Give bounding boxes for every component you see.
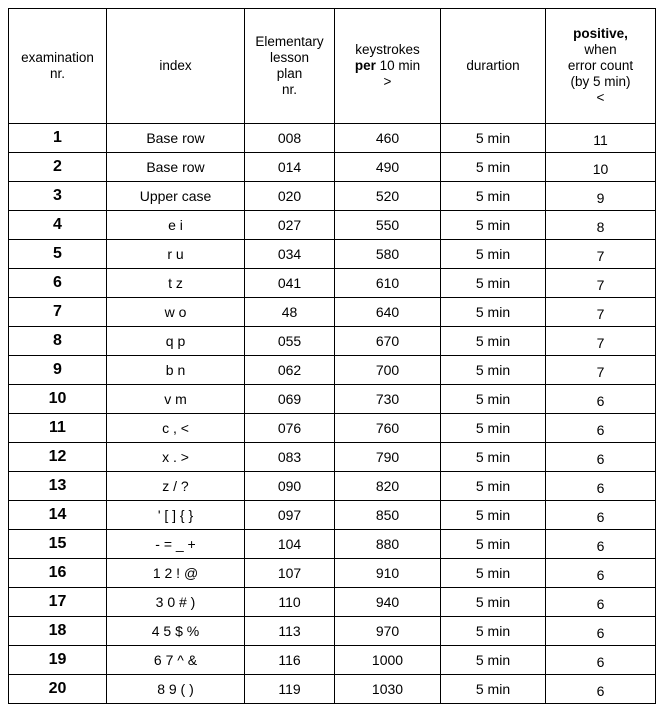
header-duration xyxy=(441,9,546,124)
header-plan-line: plan xyxy=(276,66,303,81)
header-plan-line: lesson xyxy=(269,50,310,65)
table-row xyxy=(9,646,656,675)
lesson-plan-cell: 104 xyxy=(245,530,335,559)
header-duration-line: durartion xyxy=(466,58,520,73)
keystrokes-cell: 1030 xyxy=(335,675,441,704)
table-row xyxy=(9,211,656,240)
exam-nr-cell: 4 xyxy=(9,211,107,240)
header-error-count xyxy=(546,9,656,124)
lesson-plan-cell: 041 xyxy=(245,269,335,298)
error-count-cell: 8 xyxy=(546,211,656,240)
error-count-cell: 10 xyxy=(546,153,656,182)
index-cell: Base row xyxy=(107,124,245,153)
table-row xyxy=(9,182,656,211)
header-plan-line: Elementary xyxy=(255,34,324,49)
table-row xyxy=(9,414,656,443)
table-body xyxy=(9,124,656,704)
error-count-cell: 6 xyxy=(546,472,656,501)
exam-nr-cell: 11 xyxy=(9,414,107,443)
keystrokes-cell: 490 xyxy=(335,153,441,182)
error-count-cell: 6 xyxy=(546,617,656,646)
table-row xyxy=(9,530,656,559)
duration-cell: 5 min xyxy=(441,559,546,588)
duration-cell: 5 min xyxy=(441,385,546,414)
header-err-positive: positive, xyxy=(573,26,628,41)
duration-cell: 5 min xyxy=(441,588,546,617)
lesson-plan-cell: 014 xyxy=(245,153,335,182)
index-cell: t z xyxy=(107,269,245,298)
duration-cell: 5 min xyxy=(441,182,546,211)
duration-cell: 5 min xyxy=(441,443,546,472)
duration-cell: 5 min xyxy=(441,240,546,269)
index-cell: - = _ + xyxy=(107,530,245,559)
error-count-cell: 9 xyxy=(546,182,656,211)
keystrokes-cell: 880 xyxy=(335,530,441,559)
header-err-line: error count xyxy=(567,58,634,73)
exam-nr-cell: 6 xyxy=(9,269,107,298)
index-cell: Upper case xyxy=(107,182,245,211)
exam-nr-cell: 17 xyxy=(9,588,107,617)
keystrokes-cell: 520 xyxy=(335,182,441,211)
lesson-plan-cell: 008 xyxy=(245,124,335,153)
error-count-cell: 7 xyxy=(546,356,656,385)
keystrokes-cell: 580 xyxy=(335,240,441,269)
exam-nr-cell: 18 xyxy=(9,617,107,646)
exam-nr-cell: 10 xyxy=(9,385,107,414)
exam-nr-cell: 2 xyxy=(9,153,107,182)
keystrokes-cell: 1000 xyxy=(335,646,441,675)
duration-cell: 5 min xyxy=(441,211,546,240)
table-row xyxy=(9,443,656,472)
lesson-plan-cell: 110 xyxy=(245,588,335,617)
header-index xyxy=(107,9,245,124)
table-row xyxy=(9,472,656,501)
duration-cell: 5 min xyxy=(441,153,546,182)
error-count-cell: 6 xyxy=(546,646,656,675)
header-err-line: when xyxy=(584,42,617,57)
lesson-plan-cell: 097 xyxy=(245,501,335,530)
error-count-cell: 6 xyxy=(546,385,656,414)
keystrokes-cell: 820 xyxy=(335,472,441,501)
keystrokes-cell: 670 xyxy=(335,327,441,356)
index-cell: Base row xyxy=(107,153,245,182)
error-count-cell: 7 xyxy=(546,269,656,298)
lesson-plan-cell: 119 xyxy=(245,675,335,704)
table-row xyxy=(9,298,656,327)
keystrokes-cell: 940 xyxy=(335,588,441,617)
keystrokes-cell: 850 xyxy=(335,501,441,530)
keystrokes-cell: 790 xyxy=(335,443,441,472)
index-cell: q p xyxy=(107,327,245,356)
index-cell: x . > xyxy=(107,443,245,472)
typing-exam-table xyxy=(8,8,656,704)
header-keys-line: keystrokes xyxy=(355,42,420,57)
duration-cell: 5 min xyxy=(441,472,546,501)
header-lesson-plan xyxy=(245,9,335,124)
duration-cell: 5 min xyxy=(441,298,546,327)
exam-nr-cell: 13 xyxy=(9,472,107,501)
table-row xyxy=(9,327,656,356)
exam-nr-cell: 20 xyxy=(9,675,107,704)
duration-cell: 5 min xyxy=(441,414,546,443)
index-cell: r u xyxy=(107,240,245,269)
error-count-cell: 6 xyxy=(546,443,656,472)
keystrokes-cell: 610 xyxy=(335,269,441,298)
error-count-cell: 6 xyxy=(546,501,656,530)
table-row xyxy=(9,240,656,269)
index-cell: c , < xyxy=(107,414,245,443)
error-count-cell: 11 xyxy=(546,124,656,153)
header-row xyxy=(9,9,656,124)
lesson-plan-cell: 020 xyxy=(245,182,335,211)
lesson-plan-cell: 055 xyxy=(245,327,335,356)
lesson-plan-cell: 034 xyxy=(245,240,335,269)
index-cell: e i xyxy=(107,211,245,240)
header-keys-rest: 10 min xyxy=(375,58,421,73)
error-count-cell: 7 xyxy=(546,327,656,356)
exam-nr-cell: 7 xyxy=(9,298,107,327)
lesson-plan-cell: 076 xyxy=(245,414,335,443)
index-cell: v m xyxy=(107,385,245,414)
table-row xyxy=(9,153,656,182)
table-row xyxy=(9,559,656,588)
header-plan-line: nr. xyxy=(281,82,297,97)
error-count-cell: 6 xyxy=(546,559,656,588)
exam-nr-cell: 3 xyxy=(9,182,107,211)
duration-cell: 5 min xyxy=(441,530,546,559)
exam-nr-cell: 5 xyxy=(9,240,107,269)
error-count-cell: 7 xyxy=(546,240,656,269)
duration-cell: 5 min xyxy=(441,124,546,153)
header-err-line: < xyxy=(596,90,605,105)
lesson-plan-cell: 48 xyxy=(245,298,335,327)
keystrokes-cell: 970 xyxy=(335,617,441,646)
lesson-plan-cell: 090 xyxy=(245,472,335,501)
index-cell: 6 7 ^ & xyxy=(107,646,245,675)
table-row xyxy=(9,124,656,153)
duration-cell: 5 min xyxy=(441,327,546,356)
exam-nr-cell: 8 xyxy=(9,327,107,356)
header-keys-line xyxy=(335,58,440,74)
keystrokes-cell: 460 xyxy=(335,124,441,153)
lesson-plan-cell: 113 xyxy=(245,617,335,646)
table-row xyxy=(9,588,656,617)
header-keys-per: per xyxy=(354,58,376,73)
keystrokes-cell: 550 xyxy=(335,211,441,240)
exam-nr-cell: 9 xyxy=(9,356,107,385)
keystrokes-cell: 910 xyxy=(335,559,441,588)
exam-nr-cell: 1 xyxy=(9,124,107,153)
table-row xyxy=(9,356,656,385)
duration-cell: 5 min xyxy=(441,617,546,646)
index-cell: b n xyxy=(107,356,245,385)
index-cell: 4 5 $ % xyxy=(107,617,245,646)
duration-cell: 5 min xyxy=(441,675,546,704)
lesson-plan-cell: 083 xyxy=(245,443,335,472)
header-exam-line: examination xyxy=(21,50,94,65)
keystrokes-cell: 640 xyxy=(335,298,441,327)
table-row xyxy=(9,501,656,530)
index-cell: 8 9 ( ) xyxy=(107,675,245,704)
exam-nr-cell: 12 xyxy=(9,443,107,472)
error-count-cell: 6 xyxy=(546,675,656,704)
duration-cell: 5 min xyxy=(441,356,546,385)
exam-nr-cell: 15 xyxy=(9,530,107,559)
error-count-cell: 7 xyxy=(546,298,656,327)
error-count-cell: 6 xyxy=(546,414,656,443)
lesson-plan-cell: 107 xyxy=(245,559,335,588)
exam-nr-cell: 16 xyxy=(9,559,107,588)
keystrokes-cell: 760 xyxy=(335,414,441,443)
error-count-cell: 6 xyxy=(546,588,656,617)
keystrokes-cell: 700 xyxy=(335,356,441,385)
header-exam-line: nr. xyxy=(49,66,65,81)
header-index-line: index xyxy=(159,58,192,73)
index-cell: w o xyxy=(107,298,245,327)
index-cell: 1 2 ! @ xyxy=(107,559,245,588)
lesson-plan-cell: 069 xyxy=(245,385,335,414)
header-keystrokes xyxy=(335,9,441,124)
duration-cell: 5 min xyxy=(441,269,546,298)
lesson-plan-cell: 062 xyxy=(245,356,335,385)
keystrokes-cell: 730 xyxy=(335,385,441,414)
table-row xyxy=(9,385,656,414)
duration-cell: 5 min xyxy=(441,646,546,675)
header-keys-line: > xyxy=(383,74,392,89)
exam-nr-cell: 14 xyxy=(9,501,107,530)
lesson-plan-cell: 116 xyxy=(245,646,335,675)
index-cell: z / ? xyxy=(107,472,245,501)
header-err-line: (by 5 min) xyxy=(570,74,631,89)
error-count-cell: 6 xyxy=(546,530,656,559)
header-examination-nr xyxy=(9,9,107,124)
index-cell: 3 0 # ) xyxy=(107,588,245,617)
table-row xyxy=(9,675,656,704)
table-row xyxy=(9,269,656,298)
lesson-plan-cell: 027 xyxy=(245,211,335,240)
index-cell: ' [ ] { } xyxy=(107,501,245,530)
duration-cell: 5 min xyxy=(441,501,546,530)
exam-nr-cell: 19 xyxy=(9,646,107,675)
table-row xyxy=(9,617,656,646)
